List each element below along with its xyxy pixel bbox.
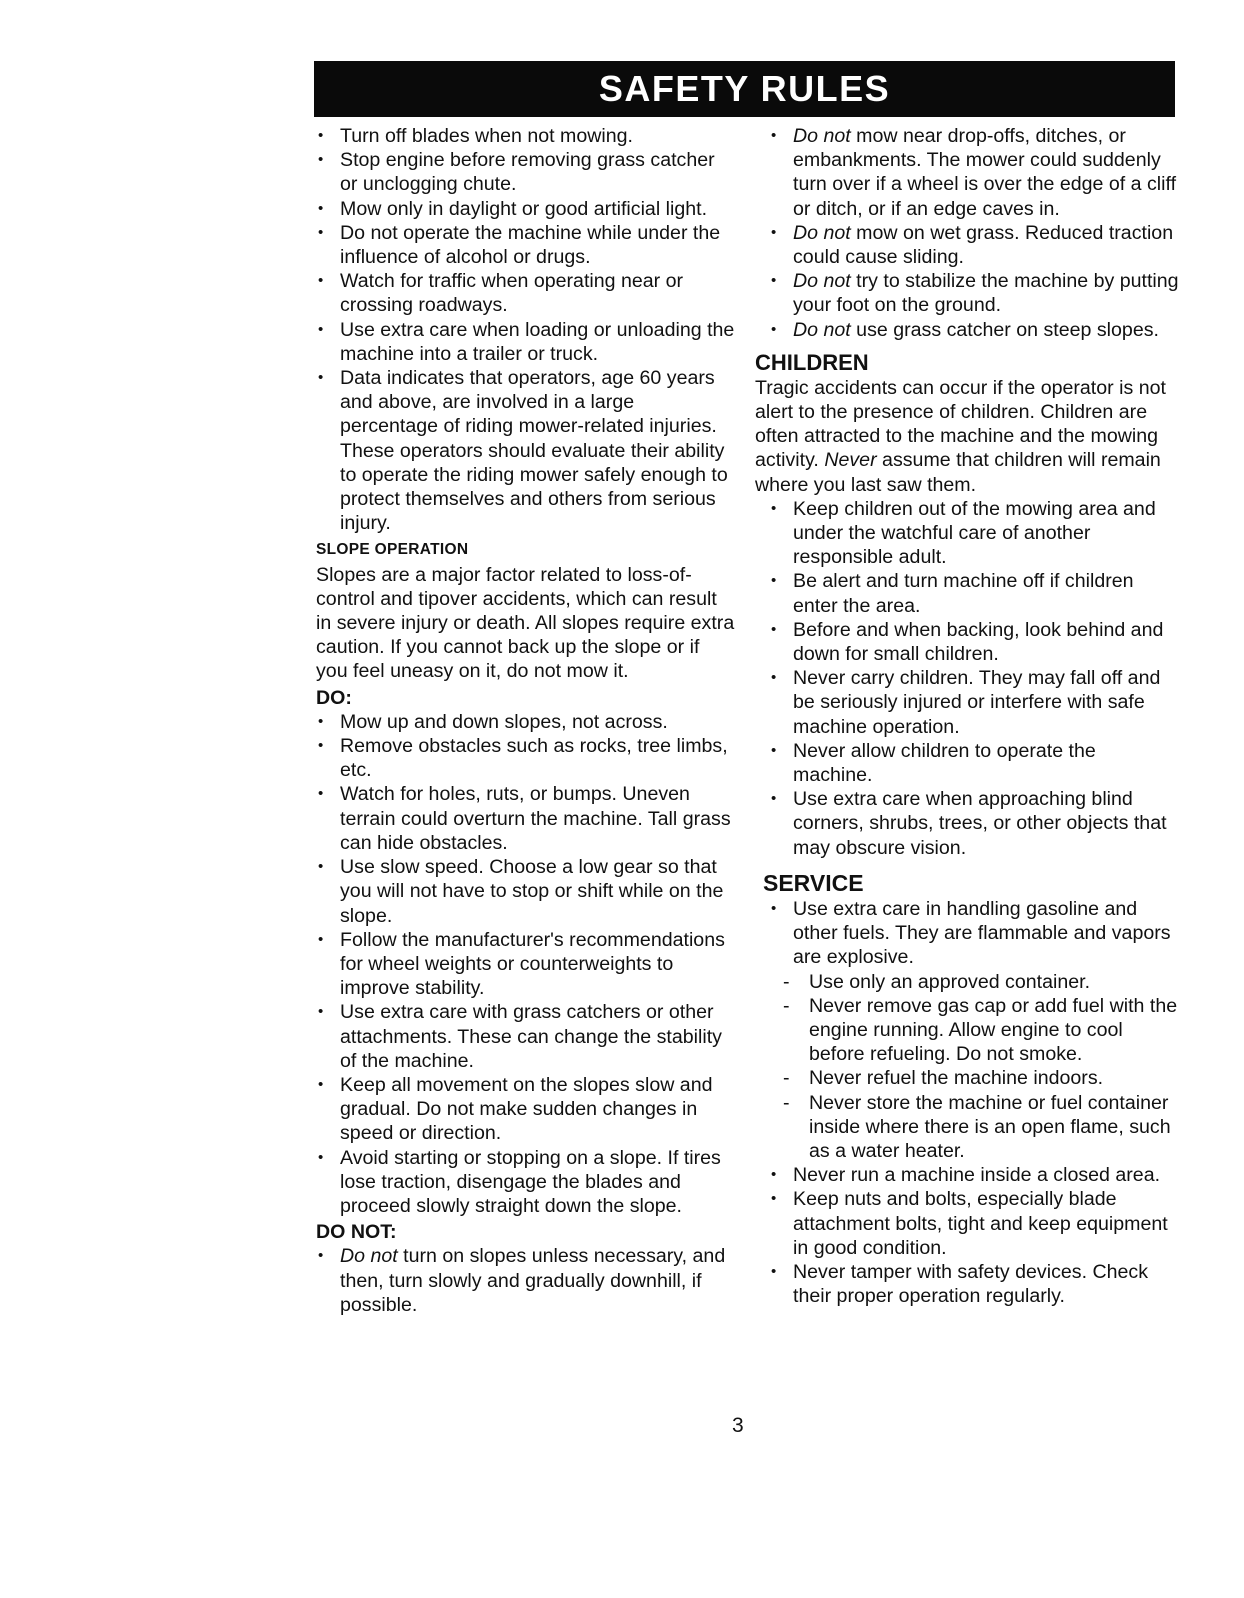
list-item: • Mow only in daylight or good artificial light. bbox=[316, 197, 736, 221]
list-item: • Watch for holes, ruts, or bumps. Uneven terrain could overturn the machine. Tall grass can hide obstacles. bbox=[316, 782, 736, 855]
list-item bbox=[769, 124, 1179, 221]
page-number: 3 bbox=[732, 1414, 744, 1437]
list-item: • Never carry children. They may fall off and be seriously injured or interfere with safe machine operation. bbox=[769, 666, 1179, 739]
list-item: • Stop engine before removing grass catcher or unclogging chute. bbox=[316, 148, 736, 196]
list-item: • Use extra care when approaching blind corners, shrubs, trees, or other objects that may obscure vision. bbox=[769, 787, 1179, 860]
list-item-text: use grass catcher on steep slopes. bbox=[850, 318, 1159, 341]
emphasis: Do not bbox=[793, 125, 851, 147]
right-column bbox=[755, 124, 1179, 1308]
list-item bbox=[769, 269, 1179, 317]
emphasis: Never bbox=[824, 449, 877, 472]
children-heading: CHILDREN bbox=[755, 349, 869, 375]
list-item: • Avoid starting or stopping on a slope. If tires lose traction, disengage the blades and proceed slowly straight down the slope. bbox=[316, 1146, 736, 1219]
slope-operation-text: Slopes are a major factor related to loss-of-control and tipover accidents, which can result in severe injury or death. All slopes require extra caution. If you cannot back up the slope or if you feel uneasy on it, do not mow it. bbox=[316, 563, 735, 683]
list-item-text: mow near drop-offs, ditches, or embankments. The mower could suddenly turn over if a wheel is over the edge of a cliff or ditch, or if an edge caves in. bbox=[793, 125, 1177, 220]
dash-item: - Never refuel the machine indoors. bbox=[769, 1066, 1179, 1090]
list-item: • Use extra care with grass catchers or other attachments. These can change the stability of the machine. bbox=[316, 1000, 736, 1073]
dash-item: - Never store the machine or fuel container inside where there is an open flame, such as a water heater. bbox=[769, 1091, 1179, 1164]
emphasis: Do not bbox=[793, 318, 851, 341]
general-rules-list bbox=[316, 124, 736, 535]
list-item-text: try to stabilize the machine by putting your foot on the ground. bbox=[793, 270, 1179, 317]
list-item bbox=[769, 221, 1179, 269]
list-item: • Keep children out of the mowing area and under the watchful care of another responsible adult. bbox=[769, 497, 1179, 570]
list-item: • Keep nuts and bolts, especially blade attachment bolts, tight and keep equipment in good condition. bbox=[769, 1187, 1179, 1260]
list-item: • Data indicates that operators, age 60 years and above, are involved in a large percentage of riding mower-related injuries. These operators should evaluate their ability to operate the riding mower safely enough to protect themselves and others from serious injury. bbox=[316, 366, 736, 535]
list-item bbox=[316, 1244, 736, 1317]
list-item: • Do not operate the machine while under the influence of alcohol or drugs. bbox=[316, 221, 736, 269]
list-item: • Watch for traffic when operating near or crossing roadways. bbox=[316, 269, 736, 317]
left-column bbox=[316, 124, 736, 1317]
list-item-text: Use extra care in handling gasoline and other fuels. They are flammable and vapors are explosive. bbox=[793, 897, 1171, 969]
children-text-a: Tragic accidents can occur if the operator is not alert to the presence of children. Children are often attracted to the machine and the mowing activity. bbox=[755, 376, 1166, 472]
list-item: • Before and when backing, look behind and down for small children. bbox=[769, 618, 1179, 666]
list-item bbox=[769, 897, 1179, 1163]
do-not-heading: DO NOT: bbox=[316, 1221, 397, 1244]
emphasis: Do not bbox=[340, 1245, 398, 1268]
list-item: • Use slow speed. Choose a low gear so that you will not have to stop or shift while on the slope. bbox=[316, 855, 736, 928]
service-heading: SERVICE bbox=[763, 869, 864, 896]
list-item: • Use extra care when loading or unloading the machine into a trailer or truck. bbox=[316, 318, 736, 366]
safety-rules-banner: SAFETY RULES bbox=[314, 61, 1175, 117]
children-text bbox=[755, 376, 1179, 497]
list-item: • Never tamper with safety devices. Check their proper operation regularly. bbox=[769, 1260, 1179, 1308]
list-item: • Mow up and down slopes, not across. bbox=[316, 710, 736, 734]
list-item-text: turn on slopes unless necessary, and then, turn slowly and gradually downhill, if possible. bbox=[340, 1245, 726, 1316]
list-item-text: mow on wet grass. Reduced traction could cause sliding. bbox=[793, 221, 1174, 269]
list-item: • Keep all movement on the slopes slow and gradual. Do not make sudden changes in speed or direction. bbox=[316, 1073, 736, 1146]
dash-item: - Use only an approved container. bbox=[769, 970, 1179, 994]
do-heading: DO: bbox=[316, 686, 352, 709]
list-item: • Never allow children to operate the machine. bbox=[769, 739, 1179, 787]
children-list bbox=[769, 497, 1179, 860]
list-item: • Remove obstacles such as rocks, tree limbs, etc. bbox=[316, 734, 736, 782]
do-not-list bbox=[316, 1244, 736, 1317]
do-not-list-continued bbox=[769, 124, 1179, 342]
service-dash-list bbox=[769, 970, 1179, 1164]
children-text-b: assume that children will remain where you last saw them. bbox=[755, 449, 1161, 496]
dash-item: - Never remove gas cap or add fuel with the engine running. Allow engine to cool before refueling. Do not smoke. bbox=[769, 994, 1179, 1067]
list-item: • Follow the manufacturer's recommendations for wheel weights or counterweights to improve stability. bbox=[316, 928, 736, 1001]
list-item: • Turn off blades when not mowing. bbox=[316, 124, 736, 148]
list-item: • Be alert and turn machine off if children enter the area. bbox=[769, 569, 1179, 617]
service-list bbox=[769, 897, 1179, 1308]
list-item: • Never run a machine inside a closed area. bbox=[769, 1163, 1179, 1187]
emphasis: Do not bbox=[793, 270, 851, 293]
emphasis: Do not bbox=[793, 221, 851, 244]
slope-operation-heading: SLOPE OPERATION bbox=[316, 541, 469, 559]
list-item bbox=[769, 318, 1179, 342]
do-list bbox=[316, 710, 736, 1218]
